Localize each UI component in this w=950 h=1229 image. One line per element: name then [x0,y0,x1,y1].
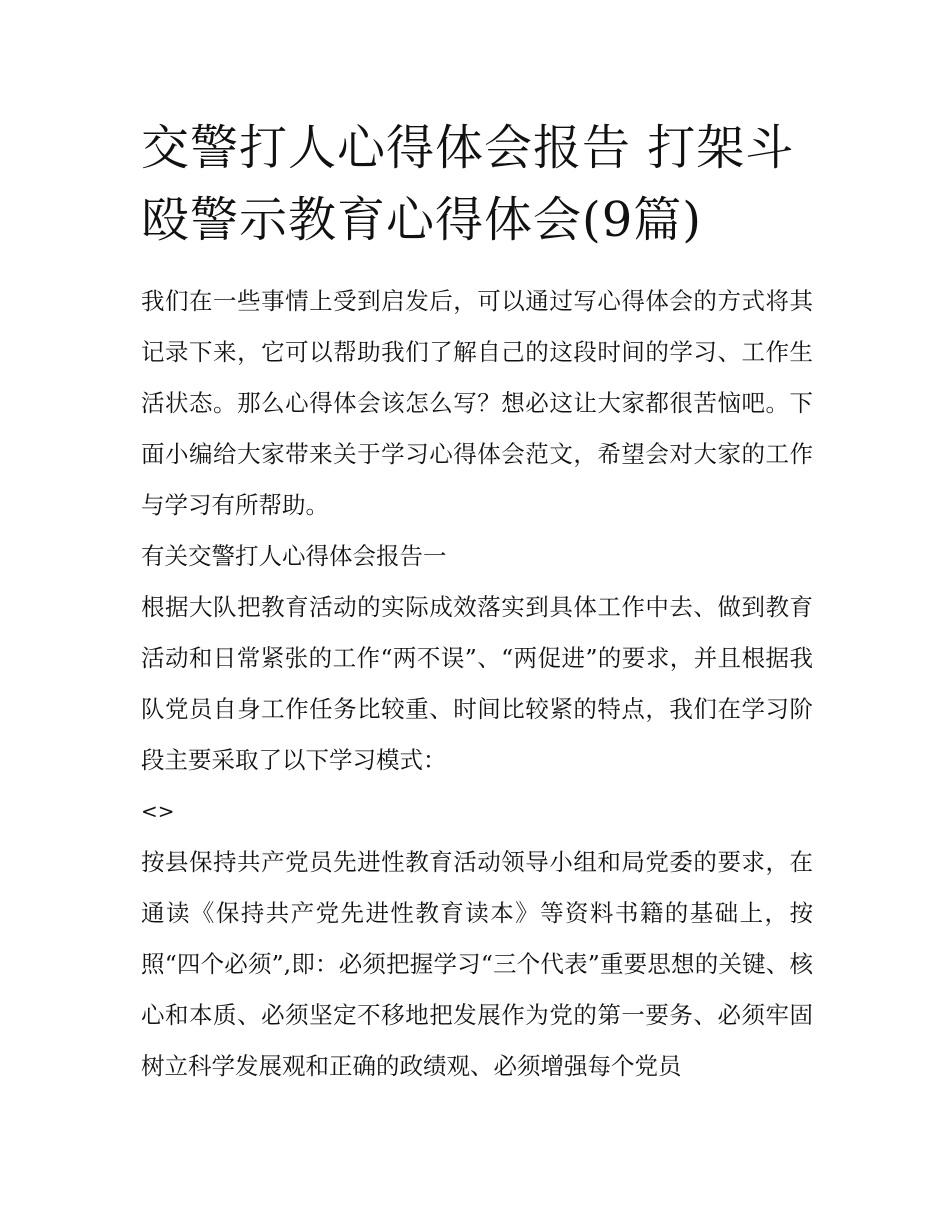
intro-paragraph: 我们在一些事情上受到启发后，可以通过写心得体会的方式将其记录下来，它可以帮助我们了解自己的这段时间的学习、工作生活状态。那么心得体会该怎么写？想必这让大家都很苦恼吧。下面小编给大家带来关于学习心得体会范文，希望会对大家的工作与学习有所帮助。 [141,287,813,519]
placeholder-marker: <> [141,799,175,823]
section-heading: 有关交警打人心得体会报告一 [141,542,447,570]
document-title: 交警打人心得体会报告 打架斗殴警示教育心得体会(9篇) [141,120,795,248]
body-paragraph: 按县保持共产党员先进性教育活动领导小组和局党委的要求，在通读《保持共产党先进性教育读本》等资料书籍的基础上，按照“四个必须”,即：必须把握学习“三个代表”重要思想的关键、核心和本质、必须坚定不移地把发展作为党的第一要务、必须牢固树立科学发展观和正确的政绩观、必须增强每个党员 [141,848,813,1080]
document-body [141,112,813,1092]
body-paragraph: 根据大队把教育活动的实际成效落实到具体工作中去、做到教育活动和日常紧张的工作“两不误”、“两促进”的要求，并且根据我队党员自身工作任务比较重、时间比较紧的特点，我们在学习阶段主要采取了以下学习模式： [141,593,813,774]
